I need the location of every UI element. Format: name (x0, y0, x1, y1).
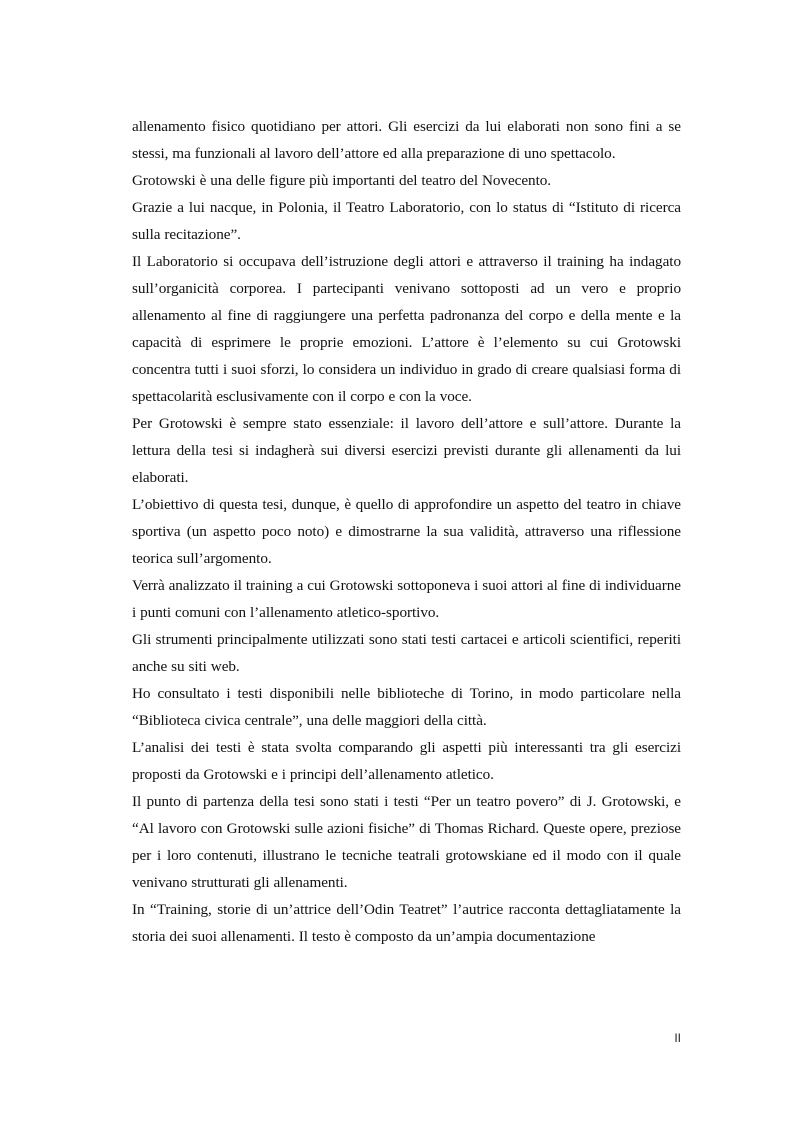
paragraph: Verrà analizzato il training a cui Grotowski sottoponeva i suoi attori al fine di individuarne i punti comuni con l’allenamento atletico-sportivo. (132, 577, 681, 621)
paragraph: Grotowski è una delle figure più importanti del teatro del Novecento. (132, 172, 552, 189)
paragraph: Grazie a lui nacque, in Polonia, il Teatro Laboratorio, con lo status di “Istituto di ricerca sulla recitazione”. (132, 199, 681, 243)
page-number: II (674, 1031, 681, 1045)
paragraph: L’obiettivo di questa tesi, dunque, è quello di approfondire un aspetto del teatro in chiave sportiva (un aspetto poco noto) e dimostrarne la sua validità, attraverso una riflessione teorica sull’argomento. (132, 496, 681, 567)
paragraph: L’analisi dei testi è stata svolta comparando gli aspetti più interessanti tra gli esercizi proposti da Grotowski e i principi dell’allenamento atletico. (132, 739, 681, 783)
paragraph: Gli strumenti principalmente utilizzati sono stati testi cartacei e articoli scientifici, reperiti anche su siti web. (132, 631, 681, 675)
page-body (132, 113, 681, 950)
paragraph: Ho consultato i testi disponibili nelle biblioteche di Torino, in modo particolare nella “Biblioteca civica centrale”, una delle maggiori della città. (132, 685, 681, 729)
paragraph: In “Training, storie di un’attrice dell’Odin Teatret” l’autrice racconta dettagliatamente la storia dei suoi allenamenti. Il testo è composto da un’ampia documentazione (132, 901, 681, 945)
paragraph: allenamento fisico quotidiano per attori. Gli esercizi da lui elaborati non sono fini a se stessi, ma funzionali al lavoro dell’attore ed alla preparazione di uno spettacolo. (132, 118, 681, 162)
paragraph: Il Laboratorio si occupava dell’istruzione degli attori e attraverso il training ha indagato sull’organicità corporea. I partecipanti venivano sottoposti ad un vero e proprio allenamento al fine di raggiungere una perfetta padronanza del corpo e della mente e la capacità di esprimere le proprie emozioni. L’attore è l’elemento su cui Grotowski concentra tutti i suoi sforzi, lo considera un individuo in grado di creare qualsiasi forma di spettacolarità esclusivamente con il corpo e con la voce. (132, 253, 681, 405)
paragraph: Il punto di partenza della tesi sono stati i testi “Per un teatro povero” di J. Grotowski, e “Al lavoro con Grotowski sulle azioni fisiche” di Thomas Richard. Queste opere, preziose per i loro contenuti, illustrano le tecniche teatrali grotowskiane ed il modo con il quale venivano strutturati gli allenamenti. (132, 793, 681, 891)
paragraph: Per Grotowski è sempre stato essenziale: il lavoro dell’attore e sull’attore. Durante la lettura della tesi si indagherà sui diversi esercizi previsti durante gli allenamenti da lui elaborati. (132, 415, 681, 486)
